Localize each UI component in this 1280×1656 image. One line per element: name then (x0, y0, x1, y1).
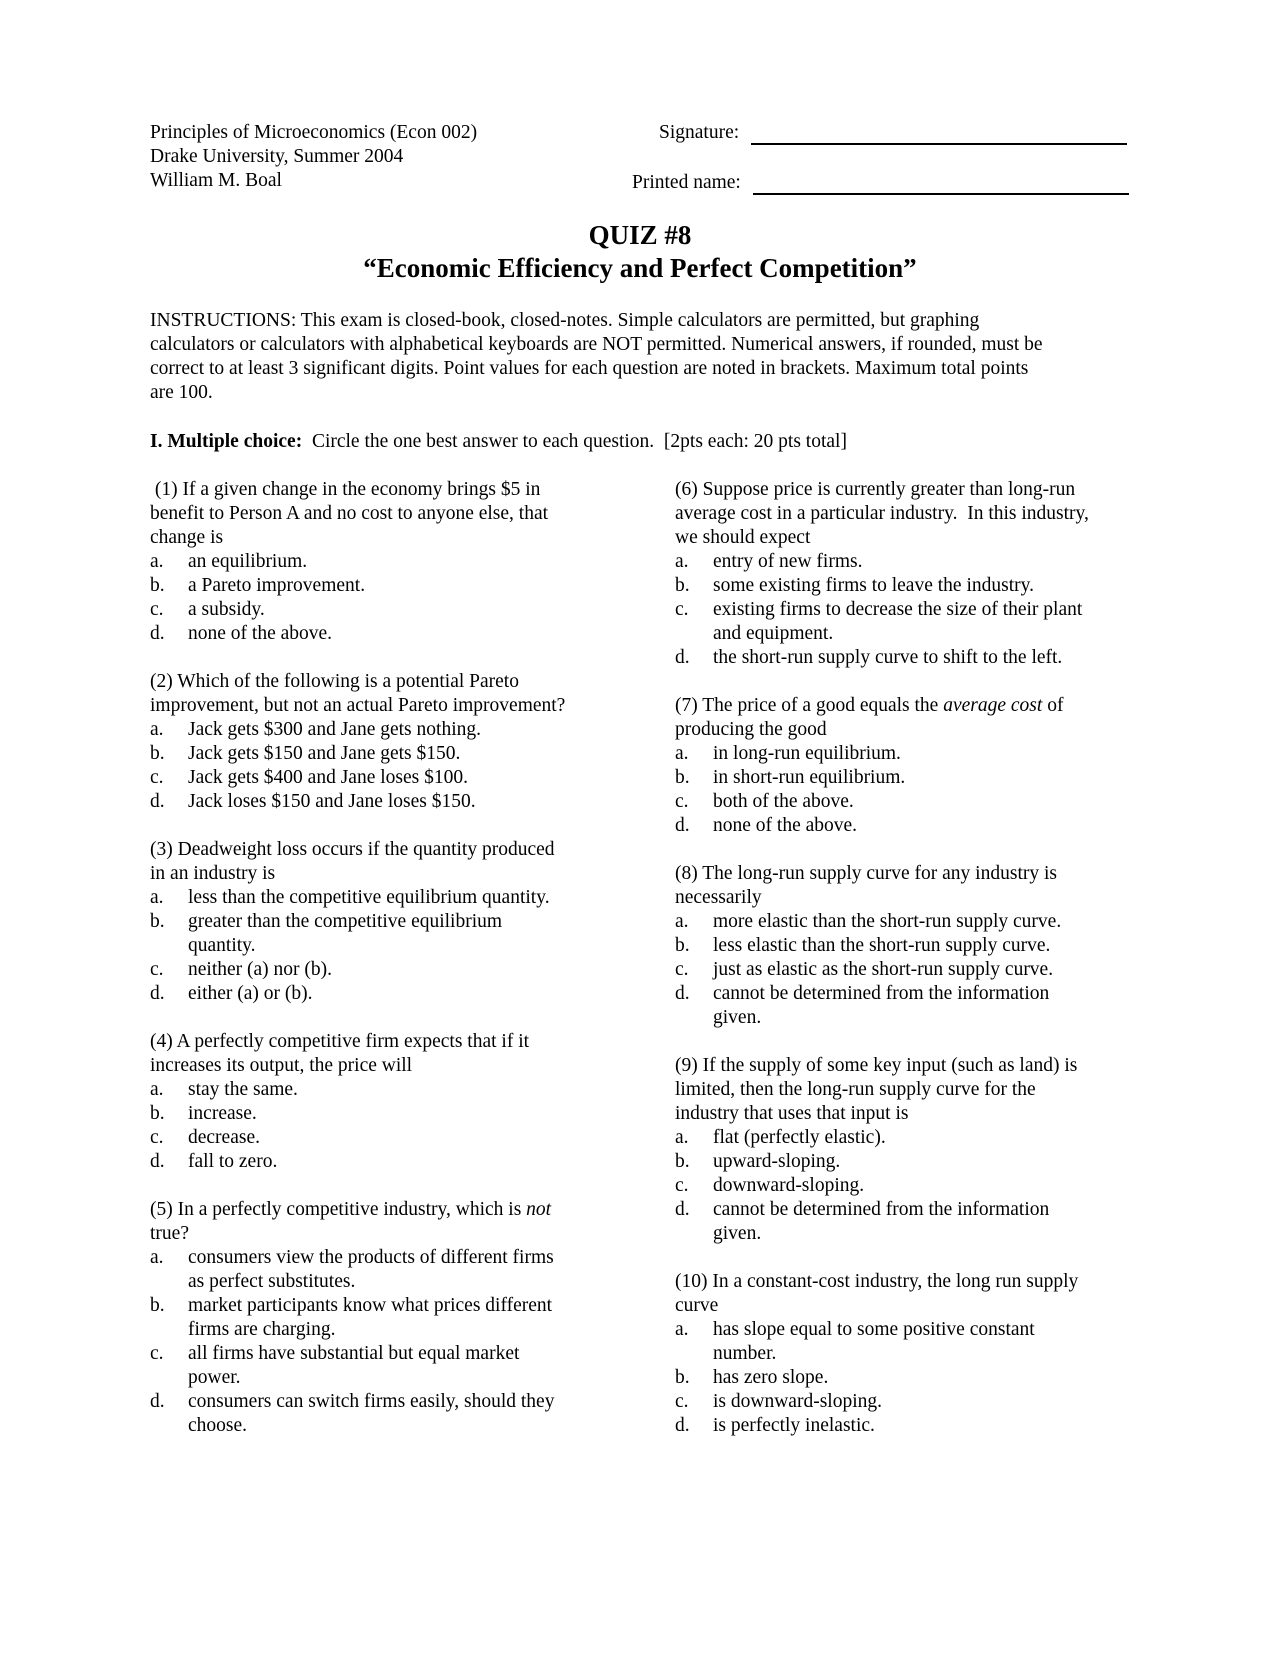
option-letter: d. (150, 791, 165, 812)
option-letter: c. (150, 1343, 164, 1364)
course-header (150, 121, 570, 193)
answer-option[interactable] (675, 766, 1145, 790)
option-text: Jack loses $150 and Jane loses $150. (188, 791, 476, 812)
option-text: is downward-sloping. (713, 1391, 882, 1412)
answer-option[interactable] (675, 790, 1145, 814)
question-stem: improvement, but not an actual Pareto improvement? (150, 695, 566, 716)
option-letter: d. (675, 647, 690, 668)
answer-option[interactable] (675, 598, 1145, 646)
answer-option[interactable] (150, 1102, 620, 1126)
question-stem-emphasis: not (526, 1199, 552, 1220)
option-text: the short-run supply curve to shift to the left. (713, 647, 1063, 668)
option-text: firms are charging. (188, 1319, 336, 1340)
option-letter: d. (675, 1415, 690, 1436)
option-text: given. (713, 1223, 762, 1244)
option-letter: a. (150, 1079, 164, 1100)
option-letter: d. (150, 1151, 165, 1172)
option-text: increase. (188, 1103, 257, 1124)
answer-option[interactable] (150, 1150, 620, 1174)
option-letter: b. (150, 743, 165, 764)
option-letter: d. (675, 983, 690, 1004)
printed-name-label: Printed name: (632, 172, 741, 193)
answer-option[interactable] (150, 982, 620, 1006)
question-stem: (2) Which of the following is a potential Pareto (150, 671, 519, 692)
answer-option[interactable] (675, 934, 1145, 958)
answer-option[interactable] (675, 1198, 1145, 1246)
question-10 (675, 1270, 1145, 1438)
question-stem: change is (150, 527, 224, 548)
option-letter: a. (675, 743, 689, 764)
question-stem: limited, then the long-run supply curve for the (675, 1079, 1036, 1100)
option-letter: d. (150, 623, 165, 644)
answer-option[interactable] (675, 910, 1145, 934)
section-heading-text: Circle the one best answer to each question. [2pts each: 20 pts total] (302, 431, 847, 452)
signature-row (659, 121, 1127, 145)
signature-line (751, 123, 1127, 145)
option-text: decrease. (188, 1127, 260, 1148)
answer-option[interactable] (150, 1126, 620, 1150)
option-letter: b. (150, 911, 165, 932)
answer-option[interactable] (675, 814, 1145, 838)
question-stem: producing the good (675, 719, 827, 740)
option-text: power. (188, 1367, 241, 1388)
option-letter: c. (675, 599, 689, 620)
question-stem: (8) The long-run supply curve for any industry is (675, 863, 1057, 884)
answer-option[interactable] (150, 790, 620, 814)
option-letter: a. (150, 551, 164, 572)
question-stem: (1) If a given change in the economy brings $5 in (150, 479, 541, 500)
answer-option[interactable] (675, 1390, 1145, 1414)
question-stem: increases its output, the price will (150, 1055, 413, 1076)
option-text: some existing firms to leave the industry. (713, 575, 1034, 596)
answer-option[interactable] (150, 718, 620, 742)
section-heading-bold: I. Multiple choice: (150, 431, 303, 452)
option-letter: a. (150, 719, 164, 740)
option-letter: c. (675, 959, 689, 980)
option-text: has zero slope. (713, 1367, 829, 1388)
question-3 (150, 838, 620, 1006)
instructions-line: INSTRUCTIONS: This exam is closed-book, closed-notes. Simple calculators are permitted, but graphing (150, 310, 980, 331)
answer-option[interactable] (150, 1246, 620, 1294)
question-stem: (4) A perfectly competitive firm expects that if it (150, 1031, 530, 1052)
answer-option[interactable] (675, 1366, 1145, 1390)
option-text: both of the above. (713, 791, 854, 812)
question-7 (675, 694, 1145, 838)
question-9 (675, 1054, 1145, 1246)
option-text: quantity. (188, 935, 256, 956)
instructor-name: William M. Boal (150, 170, 282, 191)
option-text: number. (713, 1343, 777, 1364)
quiz-subtitle: “Economic Efficiency and Perfect Competition” (363, 253, 917, 283)
question-stem-text: of (1042, 695, 1064, 716)
option-text: has slope equal to some positive constant (713, 1319, 1035, 1340)
answer-option[interactable] (150, 574, 620, 598)
option-text: existing firms to decrease the size of their plant (713, 599, 1083, 620)
quiz-title: QUIZ #8 (588, 220, 692, 250)
answer-option[interactable] (675, 1174, 1145, 1198)
option-text: and equipment. (713, 623, 834, 644)
option-text: choose. (188, 1415, 248, 1436)
answer-option[interactable] (150, 1078, 620, 1102)
option-letter: b. (150, 575, 165, 596)
answer-option[interactable] (150, 1294, 620, 1342)
option-letter: c. (675, 1391, 689, 1412)
answer-option[interactable] (675, 982, 1145, 1030)
option-text: just as elastic as the short-run supply curve. (713, 959, 1054, 980)
answer-option[interactable] (150, 958, 620, 982)
question-1 (150, 478, 620, 646)
option-text: cannot be determined from the information (713, 1199, 1050, 1220)
option-text: less elastic than the short-run supply curve. (713, 935, 1051, 956)
question-stem: true? (150, 1223, 189, 1244)
option-letter: b. (150, 1103, 165, 1124)
option-text: either (a) or (b). (188, 983, 313, 1004)
option-letter: d. (675, 1199, 690, 1220)
option-letter: a. (150, 887, 164, 908)
question-stem (675, 694, 1145, 718)
option-text: an equilibrium. (188, 551, 308, 572)
question-6 (675, 478, 1145, 670)
question-4 (150, 1030, 620, 1174)
option-letter: a. (675, 1319, 689, 1340)
option-letter: b. (675, 767, 690, 788)
option-text: neither (a) nor (b). (188, 959, 333, 980)
answer-option[interactable] (675, 574, 1145, 598)
answer-option[interactable] (675, 1126, 1145, 1150)
option-text: Jack gets $150 and Jane gets $150. (188, 743, 461, 764)
school-term: Drake University, Summer 2004 (150, 146, 404, 167)
answer-option[interactable] (150, 886, 620, 910)
option-letter: b. (675, 935, 690, 956)
option-text: less than the competitive equilibrium quantity. (188, 887, 550, 908)
question-stem: industry that uses that input is (675, 1103, 909, 1124)
option-text: is perfectly inelastic. (713, 1415, 875, 1436)
option-text: fall to zero. (188, 1151, 278, 1172)
printed-name-row (632, 171, 1129, 195)
question-2 (150, 670, 620, 814)
option-text: entry of new firms. (713, 551, 863, 572)
option-letter: b. (675, 575, 690, 596)
question-stem-text: (7) The price of a good equals the (675, 695, 944, 716)
answer-option[interactable] (150, 766, 620, 790)
question-stem: curve (675, 1295, 719, 1316)
option-text: upward-sloping. (713, 1151, 841, 1172)
option-letter: a. (675, 1127, 689, 1148)
instructions (150, 309, 1130, 405)
option-text: in short-run equilibrium. (713, 767, 906, 788)
answer-option[interactable] (675, 646, 1145, 670)
option-letter: d. (150, 1391, 165, 1412)
question-stem: necessarily (675, 887, 762, 908)
instructions-line: calculators or calculators with alphabetical keyboards are NOT permitted. Numerical answers, if rounded, must be (150, 334, 1043, 355)
question-stem: in an industry is (150, 863, 276, 884)
question-stem-text: (5) In a perfectly competitive industry, which is (150, 1199, 527, 1220)
option-text: flat (perfectly elastic). (713, 1127, 886, 1148)
option-text: a Pareto improvement. (188, 575, 366, 596)
instructions-line: are 100. (150, 382, 213, 403)
answer-option[interactable] (150, 910, 620, 958)
answer-option[interactable] (150, 742, 620, 766)
option-letter: c. (675, 791, 689, 812)
question-stem: average cost in a particular industry. In this industry, (675, 503, 1089, 524)
answer-option[interactable] (150, 598, 620, 622)
question-stem: we should expect (675, 527, 811, 548)
answer-option[interactable] (150, 622, 620, 646)
instructions-line: correct to at least 3 significant digits. Point values for each question are noted in brackets. Maximum total points (150, 358, 1029, 379)
question-8 (675, 862, 1145, 1030)
option-letter: b. (675, 1151, 690, 1172)
option-letter: a. (675, 551, 689, 572)
option-letter: c. (675, 1175, 689, 1196)
option-text: as perfect substitutes. (188, 1271, 356, 1292)
option-text: consumers view the products of different firms (188, 1247, 554, 1268)
option-text: a subsidy. (188, 599, 265, 620)
option-text: stay the same. (188, 1079, 298, 1100)
option-text: Jack gets $400 and Jane loses $100. (188, 767, 468, 788)
option-text: market participants know what prices different (188, 1295, 553, 1316)
option-letter: c. (150, 959, 164, 980)
option-letter: d. (150, 983, 165, 1004)
printed-name-line (753, 173, 1129, 195)
answer-option[interactable] (150, 1342, 620, 1390)
question-stem: (9) If the supply of some key input (such as land) is (675, 1055, 1078, 1076)
option-letter: c. (150, 599, 164, 620)
right-column (675, 478, 1145, 1462)
option-text: Jack gets $300 and Jane gets nothing. (188, 719, 481, 740)
question-stem: benefit to Person A and no cost to anyone else, that (150, 503, 549, 524)
signature-label: Signature: (659, 122, 740, 143)
option-text: none of the above. (188, 623, 333, 644)
option-letter: c. (150, 767, 164, 788)
option-letter: d. (675, 815, 690, 836)
answer-option[interactable] (675, 1318, 1145, 1366)
option-text: more elastic than the short-run supply curve. (713, 911, 1062, 932)
option-text: cannot be determined from the information (713, 983, 1050, 1004)
answer-option[interactable] (675, 742, 1145, 766)
option-text: none of the above. (713, 815, 858, 836)
option-text: all firms have substantial but equal market (188, 1343, 520, 1364)
option-text: consumers can switch firms easily, should they (188, 1391, 555, 1412)
answer-option[interactable] (675, 958, 1145, 982)
option-letter: a. (675, 911, 689, 932)
option-letter: b. (150, 1295, 165, 1316)
option-text: greater than the competitive equilibrium (188, 911, 503, 932)
answer-option[interactable] (150, 550, 620, 574)
option-letter: c. (150, 1127, 164, 1148)
option-text: given. (713, 1007, 762, 1028)
left-column (150, 478, 620, 1462)
section-heading (150, 430, 847, 454)
answer-option[interactable] (675, 550, 1145, 574)
option-text: in long-run equilibrium. (713, 743, 901, 764)
option-letter: a. (150, 1247, 164, 1268)
question-stem: (3) Deadweight loss occurs if the quantity produced (150, 839, 555, 860)
question-5 (150, 1198, 620, 1438)
question-stem: (6) Suppose price is currently greater than long-run (675, 479, 1076, 500)
option-letter: b. (675, 1367, 690, 1388)
course-name: Principles of Microeconomics (Econ 002) (150, 122, 478, 143)
answer-option[interactable] (150, 1390, 620, 1438)
option-text: downward-sloping. (713, 1175, 865, 1196)
answer-option[interactable] (675, 1414, 1145, 1438)
question-stem-emphasis: average cost (943, 695, 1043, 716)
answer-option[interactable] (675, 1150, 1145, 1174)
question-stem (150, 1198, 620, 1222)
question-stem: (10) In a constant-cost industry, the long run supply (675, 1271, 1079, 1292)
